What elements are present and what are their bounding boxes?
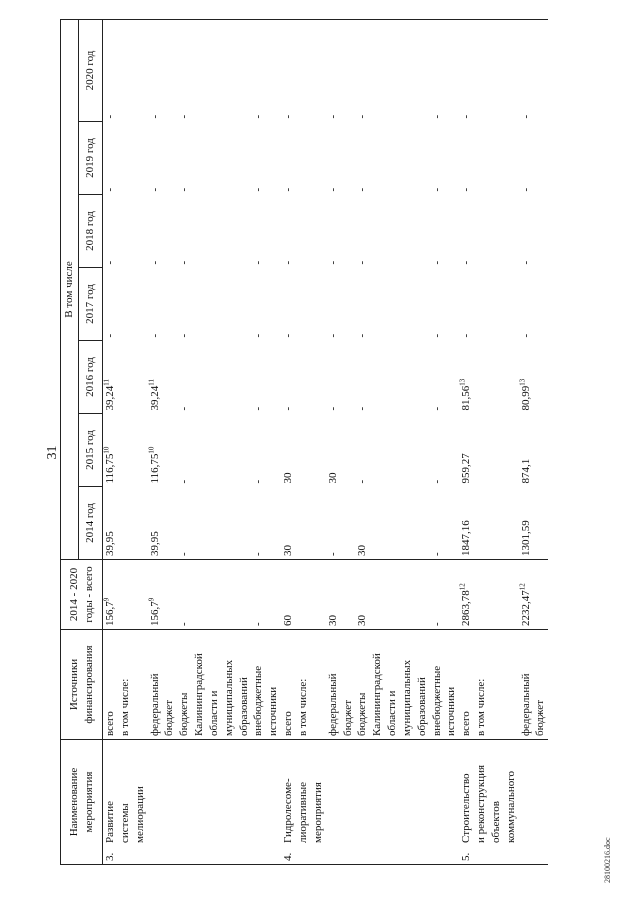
header-2019: 2019 год xyxy=(79,122,103,195)
table-row xyxy=(148,19,178,864)
activity-name: Гидролесоме- лиоративные мероприятия xyxy=(282,778,324,843)
value-y2017: - xyxy=(326,333,339,338)
value-cell-y2019 xyxy=(251,122,281,195)
value-y2019: - xyxy=(460,187,473,192)
header-2014: 2014 год xyxy=(79,487,103,560)
value-cell-y2014 xyxy=(519,487,549,560)
value-cell-y2017 xyxy=(519,268,549,341)
value-cell-y2020 xyxy=(459,19,518,121)
value-y2016: 81,56 xyxy=(460,385,473,411)
funding-source: федеральный бюджет xyxy=(148,630,178,740)
value-y2017: - xyxy=(252,333,265,338)
value-cell-y2016 xyxy=(177,341,251,414)
value-cell-y2015 xyxy=(281,414,326,487)
table-row xyxy=(281,19,326,864)
value-total: 30 xyxy=(326,615,339,626)
footnote-ref: 11 xyxy=(102,379,111,386)
value-cell-y2014 xyxy=(326,487,356,560)
activity-name-cell xyxy=(430,740,460,865)
value-y2020: - xyxy=(356,114,369,119)
activity-name: Строительство и реконструкция объектов коммунального xyxy=(460,764,517,843)
header-total: 2014 - 2020 годы - всего xyxy=(61,560,103,630)
value-cell-y2016 xyxy=(326,341,356,414)
value-y2016: - xyxy=(326,406,339,411)
value-y2016: 80,99 xyxy=(519,385,532,411)
value-y2018: - xyxy=(356,260,369,265)
value-total: - xyxy=(430,622,443,626)
footnote-ref: 10 xyxy=(102,446,111,454)
value-y2018: - xyxy=(104,260,116,265)
value-y2018: - xyxy=(252,260,265,265)
activity-name-cell xyxy=(326,740,356,865)
value-y2015: - xyxy=(252,479,265,484)
value-cell-y2018 xyxy=(177,195,251,268)
value-y2020: - xyxy=(104,114,116,119)
value-cell-y2019 xyxy=(326,122,356,195)
value-cell-y2014 xyxy=(103,487,148,560)
value-cell-y2019 xyxy=(459,122,518,195)
value-y2014: - xyxy=(326,552,339,556)
value-cell-y2020 xyxy=(281,19,326,121)
funding-source: федеральный бюджет xyxy=(326,630,356,740)
value-cell-y2019 xyxy=(519,122,549,195)
value-y2014: 1301,59 xyxy=(519,520,532,556)
value-cell-y2015 xyxy=(177,414,251,487)
value-y2016: - xyxy=(252,406,265,411)
value-total: 2863,78 xyxy=(460,590,473,626)
table-row xyxy=(355,19,429,864)
value-y2015: - xyxy=(356,479,369,484)
value-y2015: 959,27 xyxy=(460,453,473,484)
value-cell-y2016 xyxy=(459,341,518,414)
value-total: 2232,47 xyxy=(519,590,532,626)
footnote-ref: 11 xyxy=(146,379,155,386)
value-cell-total xyxy=(355,560,429,630)
value-cell-y2016 xyxy=(519,341,549,414)
value-y2020: - xyxy=(326,114,339,119)
footer-filename: 28100216.doc xyxy=(603,837,612,883)
activity-name-cell xyxy=(177,740,251,865)
value-y2020: - xyxy=(430,114,443,119)
table-row xyxy=(459,19,518,864)
value-cell-total xyxy=(459,560,518,630)
value-y2020: - xyxy=(282,114,295,119)
value-y2016: - xyxy=(178,406,191,411)
value-y2015: - xyxy=(430,479,443,484)
financing-table xyxy=(60,19,548,865)
footnote-ref: 13 xyxy=(458,378,467,386)
value-y2020: - xyxy=(148,114,161,119)
value-cell-total xyxy=(177,560,251,630)
value-y2018: - xyxy=(148,260,161,265)
value-cell-y2017 xyxy=(103,268,148,341)
header-2015: 2015 год xyxy=(79,414,103,487)
value-cell-y2017 xyxy=(430,268,460,341)
value-cell-y2020 xyxy=(177,19,251,121)
value-y2020: - xyxy=(519,114,532,119)
table-row xyxy=(430,19,460,864)
value-cell-y2018 xyxy=(103,195,148,268)
value-y2017: - xyxy=(460,333,473,338)
funding-source: бюджеты Калининградской области и муниципальных образований xyxy=(355,630,429,740)
value-y2020: - xyxy=(460,114,473,119)
value-y2019: - xyxy=(148,187,161,192)
value-total: - xyxy=(252,622,265,626)
table-row xyxy=(177,19,251,864)
value-total: - xyxy=(178,622,191,626)
table-row xyxy=(103,19,148,864)
footnote-ref: 12 xyxy=(458,583,467,591)
value-cell-y2017 xyxy=(281,268,326,341)
footnote-ref: 10 xyxy=(146,446,155,454)
activity-name-cell xyxy=(281,740,326,865)
value-cell-y2014 xyxy=(430,487,460,560)
value-y2014: 39,95 xyxy=(148,531,161,556)
value-total: 156,7 xyxy=(104,601,116,626)
value-cell-y2018 xyxy=(355,195,429,268)
value-cell-y2015 xyxy=(430,414,460,487)
value-cell-y2015 xyxy=(519,414,549,487)
value-cell-y2020 xyxy=(251,19,281,121)
activity-name: Развитие системы мелиорации xyxy=(104,786,146,843)
value-cell-y2018 xyxy=(519,195,549,268)
value-y2017: - xyxy=(430,333,443,338)
funding-source: всего в том числе: xyxy=(459,630,518,740)
header-sources: Источники финансирования xyxy=(61,630,103,740)
value-cell-y2019 xyxy=(148,122,178,195)
value-y2019: - xyxy=(282,187,295,192)
value-cell-total xyxy=(519,560,549,630)
value-cell-y2017 xyxy=(326,268,356,341)
header-2018: 2018 год xyxy=(79,195,103,268)
value-cell-y2020 xyxy=(326,19,356,121)
activity-name-cell xyxy=(103,740,148,865)
value-y2015: 116,75 xyxy=(148,453,161,484)
value-y2017: - xyxy=(356,333,369,338)
value-y2014: - xyxy=(178,552,191,556)
value-y2014: 39,95 xyxy=(104,531,116,556)
value-cell-y2018 xyxy=(459,195,518,268)
value-y2019: - xyxy=(356,187,369,192)
value-y2016: - xyxy=(282,406,295,411)
value-y2014: - xyxy=(430,552,443,556)
value-cell-total xyxy=(148,560,178,630)
funding-source: всего в том числе: xyxy=(103,630,148,740)
value-cell-y2019 xyxy=(103,122,148,195)
value-y2019: - xyxy=(430,187,443,192)
value-cell-y2018 xyxy=(430,195,460,268)
value-y2014: 30 xyxy=(356,545,369,556)
value-y2016: - xyxy=(430,406,443,411)
value-total: 30 xyxy=(356,615,369,626)
value-cell-y2018 xyxy=(281,195,326,268)
footnote-ref: 9 xyxy=(146,597,155,602)
funding-source: бюджеты Калининградской области и муниципальных образований xyxy=(177,630,251,740)
value-cell-y2017 xyxy=(355,268,429,341)
value-y2017: - xyxy=(104,333,116,338)
value-cell-y2019 xyxy=(281,122,326,195)
value-cell-total xyxy=(103,560,148,630)
value-y2014: 30 xyxy=(282,545,295,556)
header-including: В том числе xyxy=(61,19,79,559)
value-cell-y2014 xyxy=(148,487,178,560)
value-y2015: 30 xyxy=(326,472,339,484)
value-cell-y2020 xyxy=(103,19,148,121)
value-cell-y2014 xyxy=(251,487,281,560)
header-name: Наименование мероприятия xyxy=(61,740,103,865)
value-y2016: 39,24 xyxy=(148,385,161,411)
value-y2015: 116,75 xyxy=(104,453,116,484)
value-y2017: - xyxy=(519,333,532,338)
value-y2018: - xyxy=(460,260,473,265)
value-y2019: - xyxy=(252,187,265,192)
header-2016: 2016 год xyxy=(79,341,103,414)
value-cell-y2018 xyxy=(148,195,178,268)
value-cell-y2019 xyxy=(177,122,251,195)
value-y2018: - xyxy=(282,260,295,265)
funding-source: внебюджетные источники xyxy=(430,630,460,740)
value-y2016: 39,24 xyxy=(104,385,116,411)
value-y2015: 874,1 xyxy=(519,458,532,484)
value-y2014: - xyxy=(252,552,265,556)
footnote-ref: 9 xyxy=(102,597,111,602)
value-cell-y2017 xyxy=(251,268,281,341)
value-cell-y2017 xyxy=(177,268,251,341)
activity-name-cell xyxy=(459,740,518,865)
header-2017: 2017 год xyxy=(79,268,103,341)
value-cell-y2015 xyxy=(148,414,178,487)
value-y2015: - xyxy=(178,479,191,484)
footnote-ref: 13 xyxy=(517,378,526,386)
table-body xyxy=(103,19,549,864)
value-cell-y2014 xyxy=(281,487,326,560)
value-y2017: - xyxy=(178,333,191,338)
table-row xyxy=(251,19,281,864)
activity-name-cell xyxy=(251,740,281,865)
value-y2019: - xyxy=(326,187,339,192)
value-y2018: - xyxy=(326,260,339,265)
value-cell-y2019 xyxy=(430,122,460,195)
funding-source: федеральный бюджет xyxy=(519,630,549,740)
value-cell-y2019 xyxy=(355,122,429,195)
value-y2019: - xyxy=(104,187,116,192)
activity-name-cell xyxy=(355,740,429,865)
page-number: 31 xyxy=(45,445,60,460)
value-cell-y2016 xyxy=(355,341,429,414)
value-total: 156,7 xyxy=(148,601,161,626)
activity-number: 4. xyxy=(282,852,295,861)
footnote-ref: 12 xyxy=(517,583,526,591)
funding-source: всего в том числе: xyxy=(281,630,326,740)
value-y2020: - xyxy=(252,114,265,119)
header-2020: 2020 год xyxy=(79,19,103,121)
activity-number: 3. xyxy=(104,852,116,861)
value-y2017: - xyxy=(148,333,161,338)
value-y2014: 1847,16 xyxy=(460,520,473,556)
value-total: 60 xyxy=(282,615,295,626)
value-cell-y2020 xyxy=(148,19,178,121)
value-y2017: - xyxy=(282,333,295,338)
value-y2019: - xyxy=(178,187,191,192)
value-y2019: - xyxy=(519,187,532,192)
value-cell-y2015 xyxy=(103,414,148,487)
value-y2020: - xyxy=(178,114,191,119)
value-y2018: - xyxy=(519,260,532,265)
value-cell-total xyxy=(281,560,326,630)
value-cell-y2016 xyxy=(251,341,281,414)
value-cell-y2017 xyxy=(459,268,518,341)
funding-source: внебюджетные источники xyxy=(251,630,281,740)
value-cell-y2016 xyxy=(430,341,460,414)
value-cell-y2018 xyxy=(251,195,281,268)
activity-name-cell xyxy=(519,740,549,865)
value-cell-total xyxy=(326,560,356,630)
value-cell-y2014 xyxy=(459,487,518,560)
value-y2018: - xyxy=(178,260,191,265)
value-cell-y2020 xyxy=(519,19,549,121)
activity-name-cell xyxy=(148,740,178,865)
value-cell-y2015 xyxy=(355,414,429,487)
value-cell-y2018 xyxy=(326,195,356,268)
value-cell-y2016 xyxy=(148,341,178,414)
value-cell-y2016 xyxy=(281,341,326,414)
value-cell-y2015 xyxy=(459,414,518,487)
value-cell-y2020 xyxy=(355,19,429,121)
value-cell-y2015 xyxy=(326,414,356,487)
activity-number: 5. xyxy=(460,852,473,861)
value-cell-y2014 xyxy=(355,487,429,560)
value-y2016: - xyxy=(356,406,369,411)
value-y2015: 30 xyxy=(282,472,295,484)
value-cell-total xyxy=(251,560,281,630)
value-cell-y2016 xyxy=(103,341,148,414)
value-cell-total xyxy=(430,560,460,630)
value-cell-y2020 xyxy=(430,19,460,121)
value-cell-y2017 xyxy=(148,268,178,341)
table-row xyxy=(519,19,549,864)
value-y2018: - xyxy=(430,260,443,265)
value-cell-y2014 xyxy=(177,487,251,560)
value-cell-y2015 xyxy=(251,414,281,487)
table-row xyxy=(326,19,356,864)
